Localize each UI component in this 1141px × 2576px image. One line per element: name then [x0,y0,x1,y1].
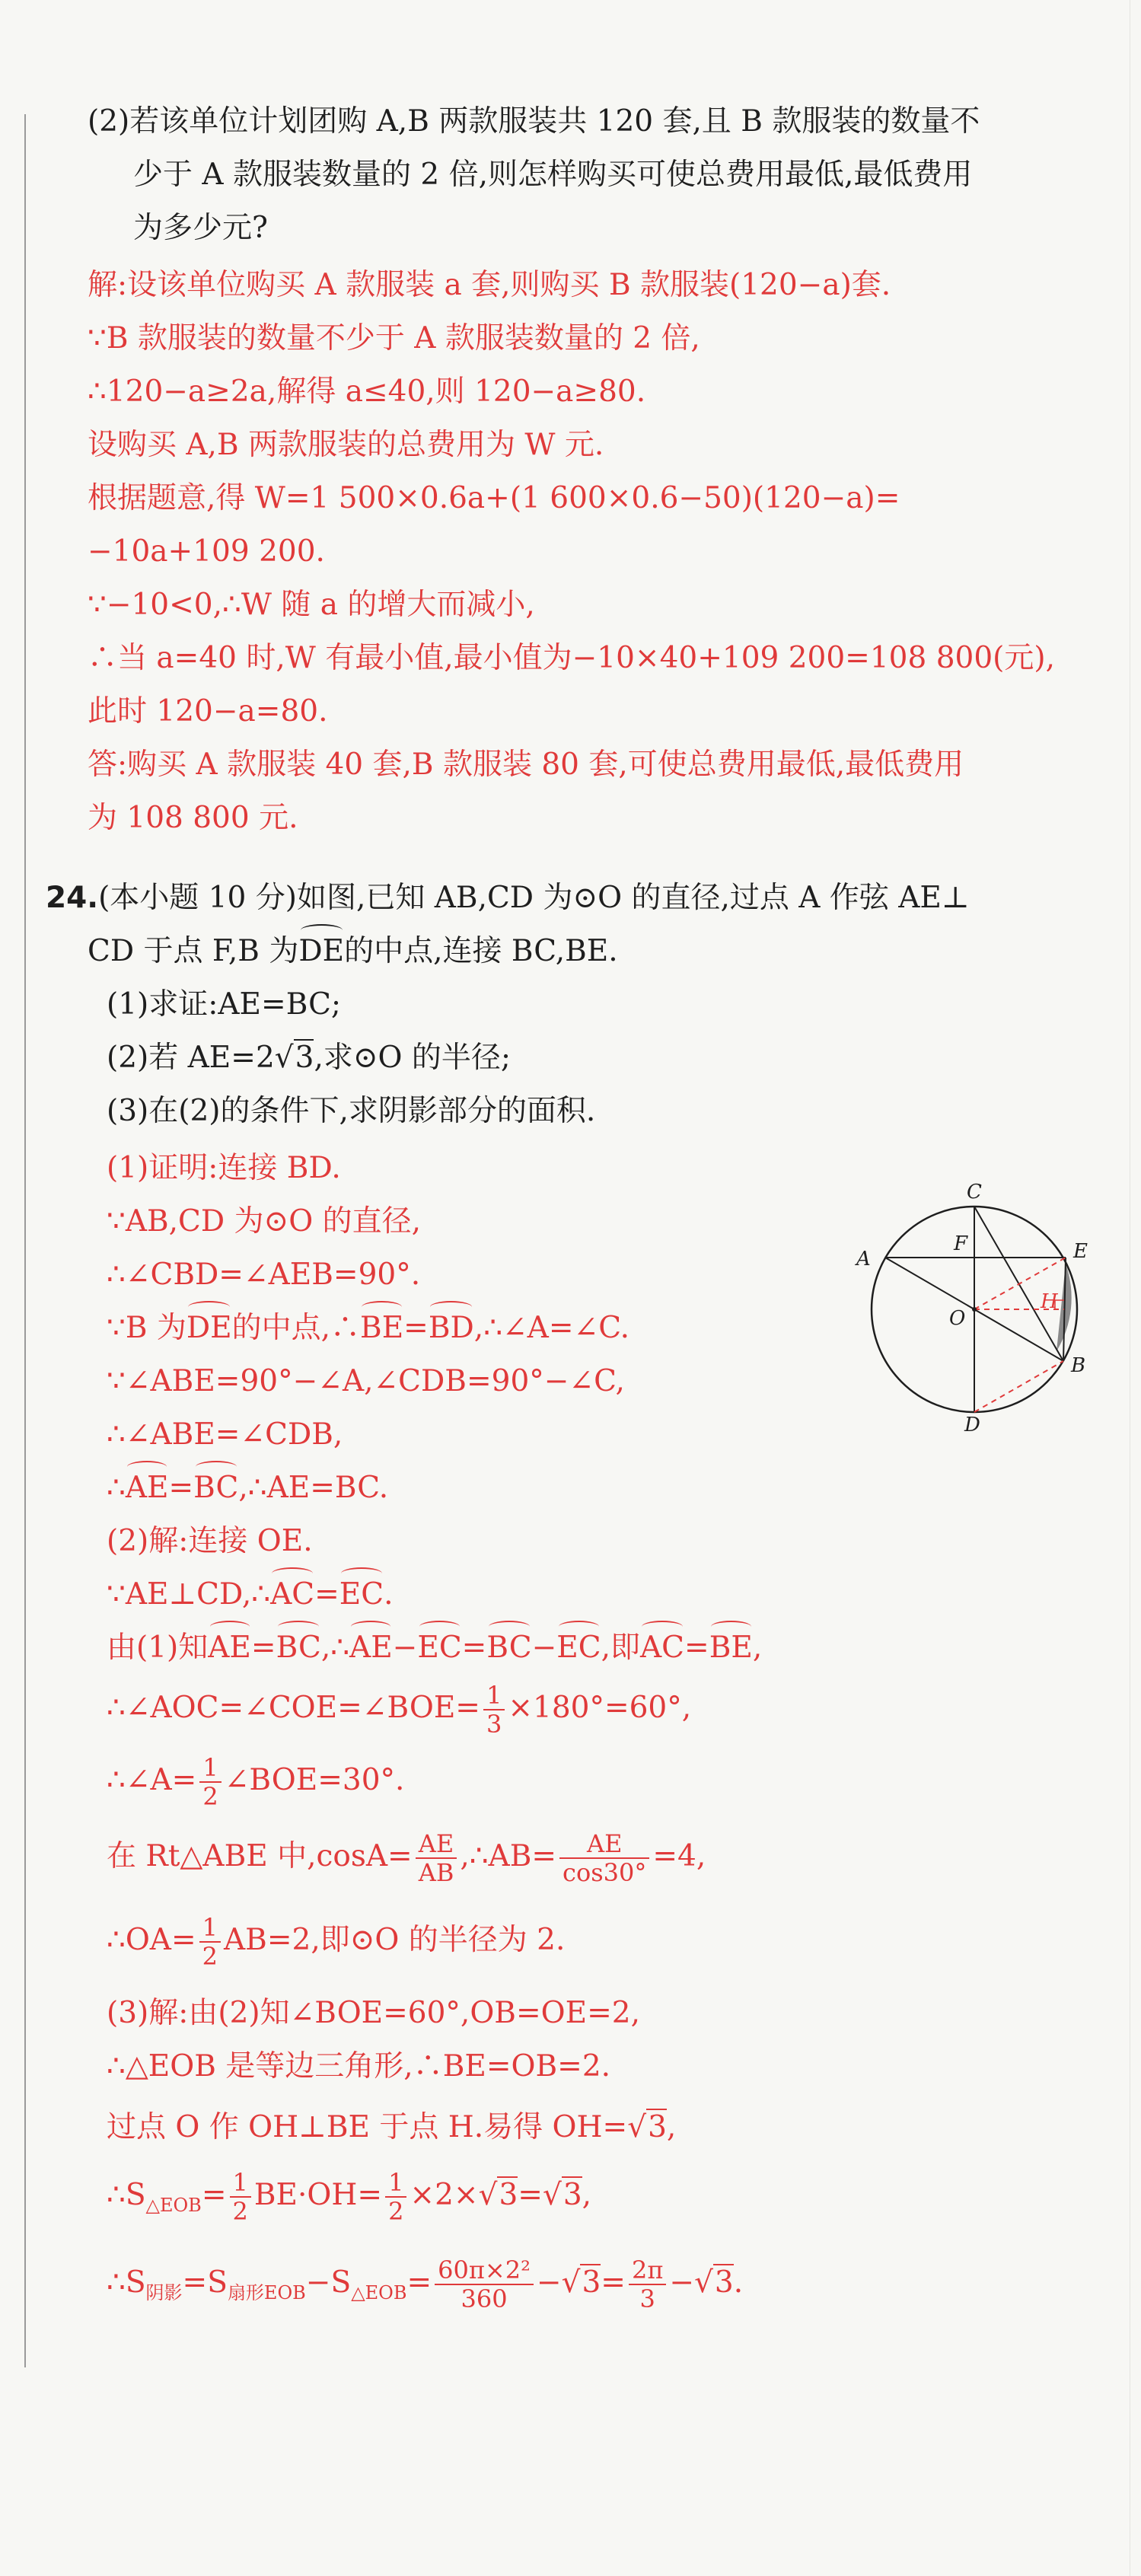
sol1-line1: (1)证明:连接 BD. [107,1151,341,1185]
sol1-line6: ∴∠ABE=∠CDB, [107,1417,343,1452]
q23-solution-line7: ∵−10<0,∴W 随 a 的增大而减小, [88,588,535,622]
label-b: B [1071,1354,1086,1377]
label-e: E [1073,1240,1088,1263]
q23-solution-line1: 解:设该单位购买 A 款服装 a 套,则购买 B 款服装(120−a)套. [88,268,891,302]
sol3-line1: (3)解:由(2)知∠BOE=60°,OB=OE=2, [107,1996,640,2030]
q23-part2-line3: 为多少元? [133,211,268,245]
q24-number: 24. [46,881,99,915]
sol3-line2: ∴△EOB 是等边三角形,∴BE=OB=2. [107,2049,611,2083]
sol2-line4: ∴∠AOC=∠COE=∠BOE= $\frac{1}{3}$ ×180°=60°, [107,1681,692,1739]
sol2-line5: ∴∠A= $\frac{1}{2}$ ∠BOE=30°. [107,1753,405,1811]
sol2-line7: ∴OA= $\frac{1}{2}$ AB=2,即⊙O 的半径为 2. [107,1913,566,1971]
label-c: C [967,1181,982,1204]
sol2-line6: 在 Rt△ABE 中,cosA= $\frac{AE}{AB}$ ,∴AB= $\frac{AE}{\cos 30^\circ}$ =4, [107,1829,706,1887]
sol2-line2: ∵AE⊥CD,∴AC=EC. [107,1572,1119,1618]
sol2-line3: 由(1)知AE=BC,∴AE−EC=BC−EC,即AC=BE, [107,1625,1119,1671]
dashed-bd [974,1361,1063,1412]
sol1-line5: ∵∠ABE=90°−∠A,∠CDB=90°−∠C, [107,1364,625,1398]
q23-solution-line8: ∴当 a=40 时,W 有最小值,最小值为−10×40+109 200=108 800(元), [88,641,1055,675]
label-h: H [1041,1290,1058,1313]
q23-part2-line2: 少于 A 款服装数量的 2 倍,则怎样购买可使总费用最低,最低费用 [133,158,973,192]
q24-sub1: (1)求证:AE=BC; [107,987,342,1022]
sol2-line1: (2)解:连接 OE. [107,1524,313,1558]
q23-solution-line6: −10a+109 200. [88,534,325,569]
circle-geometry-figure [841,1172,1115,1431]
q24-line1: 24.(本小题 10 分)如图,已知 AB,CD 为⊙O 的直径,过点 A 作弦 AE⊥ [46,881,970,915]
q23-solution-line4: 设购买 A,B 两款服装的总费用为 W 元. [88,428,604,462]
q23-answer-line2: 为 108 800 元. [88,801,298,835]
sol3-line4: $\therefore S_{\triangle EOB}=$ $\frac{1}{2}$ BE·OH= $\frac{1}{2}$ ×2×√3=√3, [107,2168,592,2226]
sol3-line5: $\therefore S_{阴影}=S_{扇形EOB}-S_{\triangle EOB}=$ $\frac{\text{60π×2²}}{360}$ −√3= $\frac{2\pi}{3}$ −√3. [107,2256,744,2313]
center-dot [972,1307,977,1312]
label-f: F [954,1232,968,1255]
label-a: A [856,1248,871,1270]
label-o: O [949,1307,966,1330]
sol1-line2: ∵AB,CD 为⊙O 的直径, [107,1204,421,1239]
circle-diagram [841,1172,1115,1431]
q24-sub3: (3)在(2)的条件下,求阴影部分的面积. [107,1094,596,1128]
left-margin-rule [24,114,26,2367]
q24-sub2: (2)若 AE=2√3,求⊙O 的半径; [107,1041,512,1075]
q23-solution-line5: 根据题意,得 W=1 500×0.6a+(1 600×0.6−50)(120−a)= [88,481,900,515]
sol1-line3: ∴∠CBD=∠AEB=90°. [107,1258,421,1292]
label-d: D [964,1414,980,1431]
sol1-line4: ∵B 为DE的中点,∴BE=BD,∴∠A=∠C. [107,1306,1119,1351]
q23-part2-line1: (2)若该单位计划团购 A,B 两款服装共 120 套,且 B 款服装的数量不 [88,104,980,139]
q23-solution-line9: 此时 120−a=80. [88,694,328,728]
q23-answer-line1: 答:购买 A 款服装 40 套,B 款服装 80 套,可使总费用最低,最低费用 [88,748,964,782]
sol3-line3: 过点 O 作 OH⊥BE 于点 H.易得 OH=√3, [107,2110,677,2144]
q23-solution-line2: ∵B 款服装的数量不少于 A 款服装数量的 2 倍, [88,321,700,355]
q24-line2: CD 于点 F,B 为DE的中点,连接 BC,BE. [88,929,1100,974]
sol1-line7: ∴AE=BC,∴AE=BC. [107,1465,1119,1511]
q23-solution-line3: ∴120−a≥2a,解得 a≤40,则 120−a≥80. [88,375,646,409]
